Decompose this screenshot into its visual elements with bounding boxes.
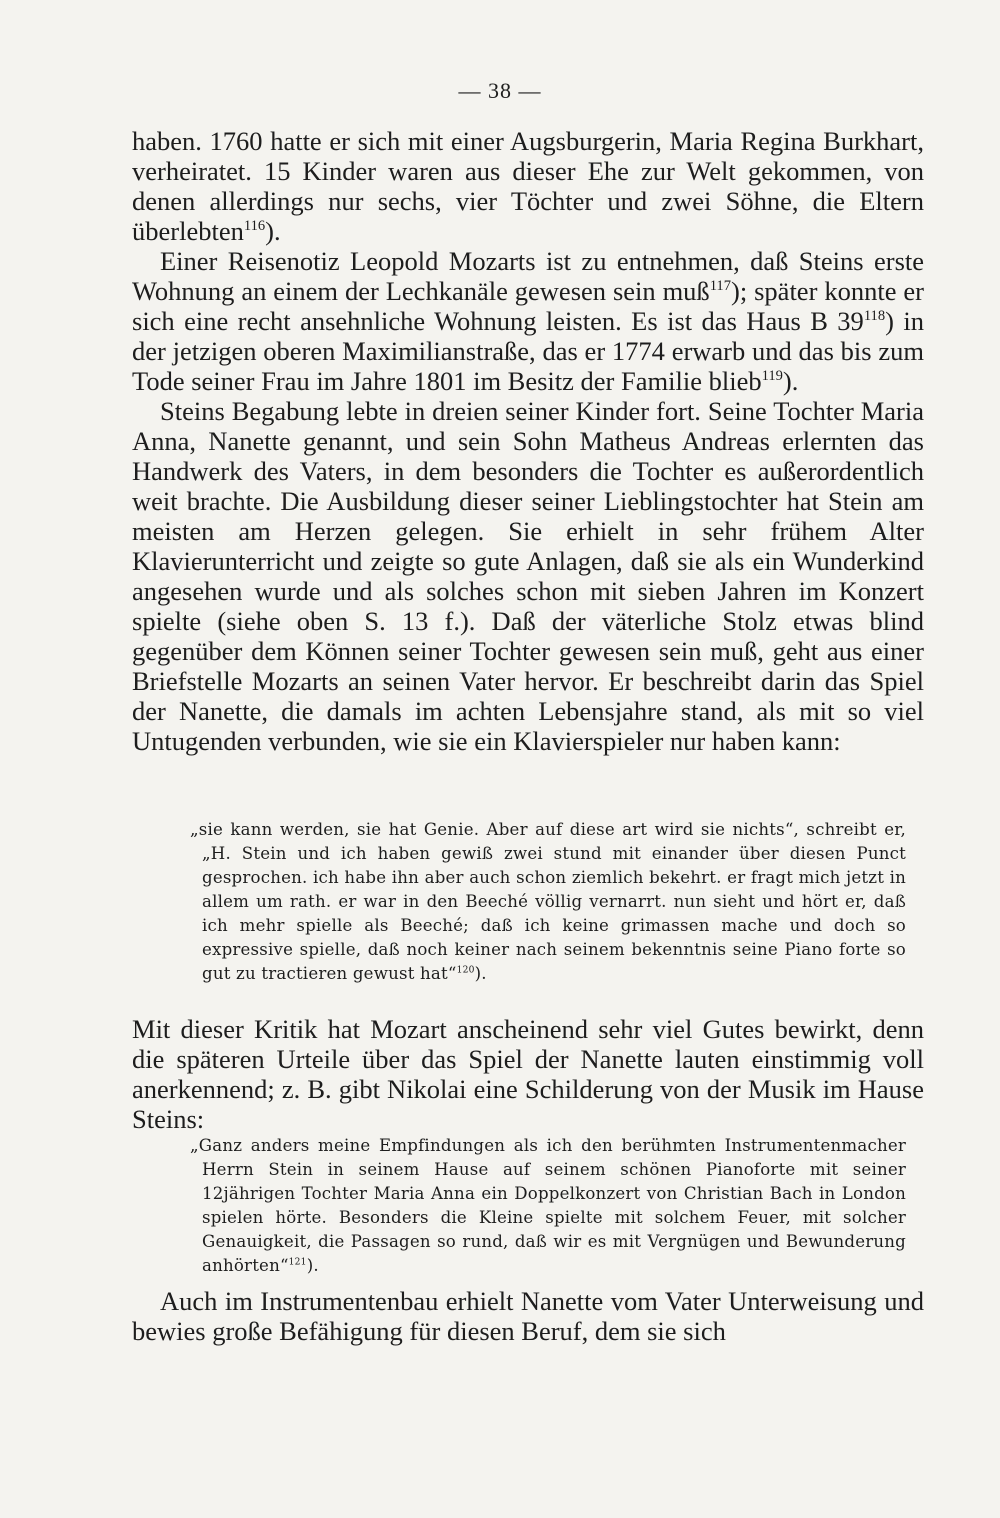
paragraph-4: Mit dieser Kritik hat Mozart anscheinend sehr viel Gutes bewirkt, denn die späteren Urteile über das Spiel der Nanette lauten einstimmig voll anerkennend; z. B. gibt Nikolai eine Schilderung von der Musik im Hause Steins: bbox=[132, 1014, 924, 1134]
quote-2-end: ). bbox=[306, 1256, 319, 1275]
paragraph-2-text-d: ). bbox=[782, 366, 799, 396]
text-block-3 bbox=[132, 1286, 924, 1346]
footnote-ref-116: 116 bbox=[243, 218, 266, 235]
paragraph-2-text-a: Einer Reisenotiz Leopold Mozarts ist zu entnehmen, daß Steins erste Wohnung an einem der Lechkanäle gewesen sein muß bbox=[132, 246, 924, 306]
footnote-ref-119: 119 bbox=[761, 368, 783, 385]
paragraph-2-text-c: ) in der jetzigen oberen Maximilianstraße, das er 1774 erwarb und das bis zum Tode seiner Frau im Jahre 1801 im Besitz der Familie blieb bbox=[132, 306, 924, 396]
page-number: — 38 — bbox=[458, 78, 542, 103]
footnote-ref-117: 117 bbox=[709, 278, 731, 295]
quote-1-paragraph bbox=[190, 818, 906, 986]
paragraph-5: Auch im Instrumentenbau erhielt Nanette vom Vater Unterweisung und bewies große Befähigung für diesen Beruf, dem sie sich bbox=[132, 1286, 924, 1346]
footnote-ref-121: 121 bbox=[288, 1257, 307, 1268]
quote-1-end: ). bbox=[474, 964, 487, 983]
paragraph-3: Steins Begabung lebte in dreien seiner Kinder fort. Seine Tochter Maria Anna, Nanette genannt, und sein Sohn Matheus Andreas erlernten das Handwerk des Vaters, in dem besonders die Tochter es außerordentlich weit brachte. Die Ausbildung dieser seiner Lieblingstochter hat Stein am meisten am Herzen gelegen. Sie erhielt in sehr frühem Alter Klavierunterricht und zeigte so gute Anlagen, daß sie als ein Wunderkind angesehen wurde und als solches schon mit sieben Jahren im Konzert spielte (siehe oben S. 13 f.). Daß der väterliche Stolz etwas blind gegenüber dem Können seiner Tochter gewesen sein muß, geht aus einer Briefstelle Mozarts an seinen Vater hervor. Er beschreibt darin das Spiel der Nanette, die damals im achten Lebensjahre stand, als mit so viel Untugenden verbunden, wie sie ein Klavierspieler nur haben kann: bbox=[132, 396, 924, 756]
paragraph-1-end: ). bbox=[265, 216, 281, 246]
footnote-ref-118: 118 bbox=[863, 308, 886, 325]
block-quote-mozart bbox=[190, 818, 906, 986]
paragraph-2 bbox=[132, 246, 924, 396]
quote-2-paragraph bbox=[190, 1134, 906, 1278]
quote-1-text: „sie kann werden, sie hat Genie. Aber auf diese art wird sie nichts“, schreibt er, „H. Stein und ich haben gewiß zwei stund mit einander über diesen Punct gesprochen. ich habe ihn aber auch schon ziemlich bekehrt. er fragt mich jetzt in allem um rath. er war in den Beeché völlig vernarrt. nun sieht und hört er, daß ich mehr spielle als Beeché; daß ich keine grimassen mache und doch so expressive spielle, daß noch keiner nach seinem bekenntnis seine Piano forte so gut zu tractieren gewust hat“ bbox=[190, 820, 906, 983]
block-quote-nikolai bbox=[190, 1134, 906, 1278]
paragraph-1-text: haben. 1760 hatte er sich mit einer Augsburgerin, Maria Regina Burkhart, verheiratet. 15 Kinder waren aus dieser Ehe zur Welt gekommen, von denen allerdings nur sechs, vier Töchter und zwei Söhne, die Eltern überlebten bbox=[132, 126, 924, 246]
paragraph-2-text-b: ); später konnte er sich eine recht ansehnliche Wohnung leisten. Es ist das Haus B 39 bbox=[132, 276, 924, 336]
paragraph-1 bbox=[132, 126, 924, 246]
quote-2-text: „Ganz anders meine Empfindungen als ich den berühmten Instrumentenmacher Herrn Stein in seinem Hause auf seinem schönen Pianoforte mit seiner 12jährigen Tochter Maria Anna ein Doppelkonzert von Christian Bach in London spielen hörte. Besonders die Kleine spielte mit solchem Feuer, mit solcher Genauigkeit, die Passagen so rund, daß wir es mit Vergnügen und Bewunderung anhörten“ bbox=[190, 1136, 906, 1275]
footnote-ref-120: 120 bbox=[456, 965, 475, 976]
text-block-2 bbox=[132, 1014, 924, 1134]
text-block-1 bbox=[132, 126, 924, 756]
